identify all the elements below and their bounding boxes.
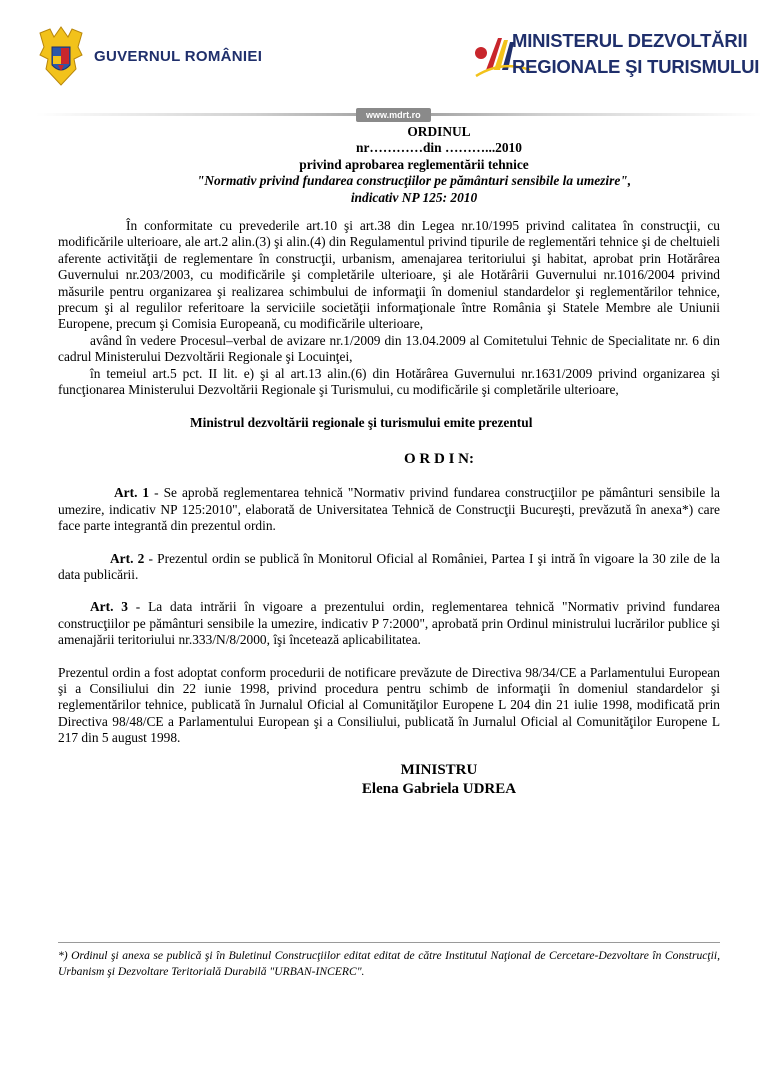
ordin-heading: O R D I N: [404, 450, 474, 467]
website-bar [36, 108, 762, 122]
article-label: Art. 1 [114, 485, 150, 501]
article-label: Art. 3 [90, 599, 128, 615]
preamble-paragraph-3: în temeiul art.5 pct. II lit. e) şi al art.13 alin.(6) din Hotărârea Guvernului nr.1631/2009 privind organizarea şi funcţionarea Ministerului Dezvoltării Regionale şi Turismului, cu modificările şi completările ulterioare, [58, 365, 720, 398]
article-2 [58, 551, 720, 584]
closing-paragraph: Prezentul ordin a fost adoptat conform procedurii de notificare prevăzute de Directiva 98/34/CE a Parlamentului European şi a Consiliului din 22 iunie 1998, privind procedura pentru schimb de informaţii în domeniul standardelor şi reglementărilor tehnice, publicată în Jurnalul Oficial al Comunităţilor Europene L 204 din 21 iulie 1998, modificată prin Directiva 98/48/CE a Parlamentului European şi a Consiliului, publicată în Jurnalul Oficial al Comunităţilor Europene L 217 din 5 august 1998. [58, 664, 720, 746]
article-text: - Prezentul ordin se publică în Monitorul Oficial al României, Partea I şi intră în vigoare la 30 zile de la data publicării. [58, 550, 721, 582]
footnote: *) Ordinul şi anexa se publică şi în Buletinul Construcţiilor editat editat de către Institutul Naţional de Cercetare-Dezvoltare în Construcţii, Urbanism şi Dezvoltare Teritorială Durabilă "URBAN-INCERC". [58, 949, 720, 978]
article-label: Art. 2 [110, 550, 145, 566]
ministry-logo-block [472, 26, 762, 90]
article-1 [58, 485, 720, 534]
government-label: GUVERNUL ROMÂNIEI [94, 47, 263, 65]
preamble-paragraph-2: având în vedere Procesul–verbal de avizare nr.1/2009 din 13.04.2009 al Comitetului Tehnic de Specialitate nr. 6 din cadrul Ministerului Dezvoltării Regionale şi Locuinţei, [58, 332, 720, 365]
footnote-divider [58, 942, 720, 943]
normative-indicative: indicativ NP 125: 2010 [350, 189, 478, 205]
document-body [58, 124, 720, 799]
signature-name: Elena Gabriela UDREA [361, 780, 517, 797]
doc-number: nr…………din ………...2010 [356, 140, 522, 156]
letterhead [0, 0, 768, 122]
doc-subject: privind aprobarea reglementării tehnice [299, 156, 529, 172]
ministry-name-line2: REGIONALE ŞI TURISMULUI [512, 56, 760, 77]
preamble-paragraph-1: În conformitate cu prevederile art.10 şi art.38 din Legea nr.10/1995 privind calitatea în construcţii, cu modificările ulterioare, ale art.2 alin.(3) şi alin.(4) din Regulamentul privind tipurile de reglementări tehnice şi de cheltuieli aferente activităţii de reglementare în construcţii, urbanism, amenajarea teritoriului şi habitat, aprobat prin Hotărârea Guvernului nr.203/2003, cu modificările şi completările ulterioare, şi ale Hotărârii Guvernului nr.1016/2004 privind măsurile pentru organizarea şi realizarea schimbului de informaţii în domeniul standardelor şi reglementărilor tehnice, precum şi al regulilor referitoare la serviciile societăţii informaţionale între România şi Statele Membre ale Uniunii Europene, precum şi Comisia Europeană, cu modificările ulterioare, [58, 218, 720, 332]
ministry-name-line1: MINISTERUL DEZVOLTĂRII [512, 30, 748, 51]
article-text: - La data intrării în vigoare a prezentului ordin, reglementarea tehnică "Normativ privind fundarea construcţiilor pe pământuri sensibile la umezire, indicativ P 7:2000", aprobată prin Ordinul ministrului lucrărilor publice şi amenajării teritoriului nr.333/N/8/2000, îşi încetează aplicabilitatea. [58, 599, 720, 648]
signature-role: MINISTRU [400, 761, 478, 778]
doc-title: ORDINUL [407, 124, 471, 139]
government-logo-block [36, 26, 262, 86]
article-3 [58, 599, 720, 648]
romanian-coat-of-arms-icon [36, 25, 86, 87]
website-url[interactable]: www.mdrt.ro [356, 108, 431, 122]
article-text: - Se aprobă reglementarea tehnică "Normativ privind fundarea construcţiilor pe pământuri sensibile la umezire, indicativ NP 125:2010", elaborată de Universitatea Tehnică de Construcţii Bucureşti, prevăzută în anexa*) care face parte integrantă din prezentul ordin. [58, 485, 720, 534]
issuer-line: Ministrul dezvoltării regionale şi turismului emite prezentul [190, 414, 533, 430]
normative-title: "Normativ privind fundarea construcţiilor pe pământuri sensibile la umezire", [196, 173, 632, 189]
